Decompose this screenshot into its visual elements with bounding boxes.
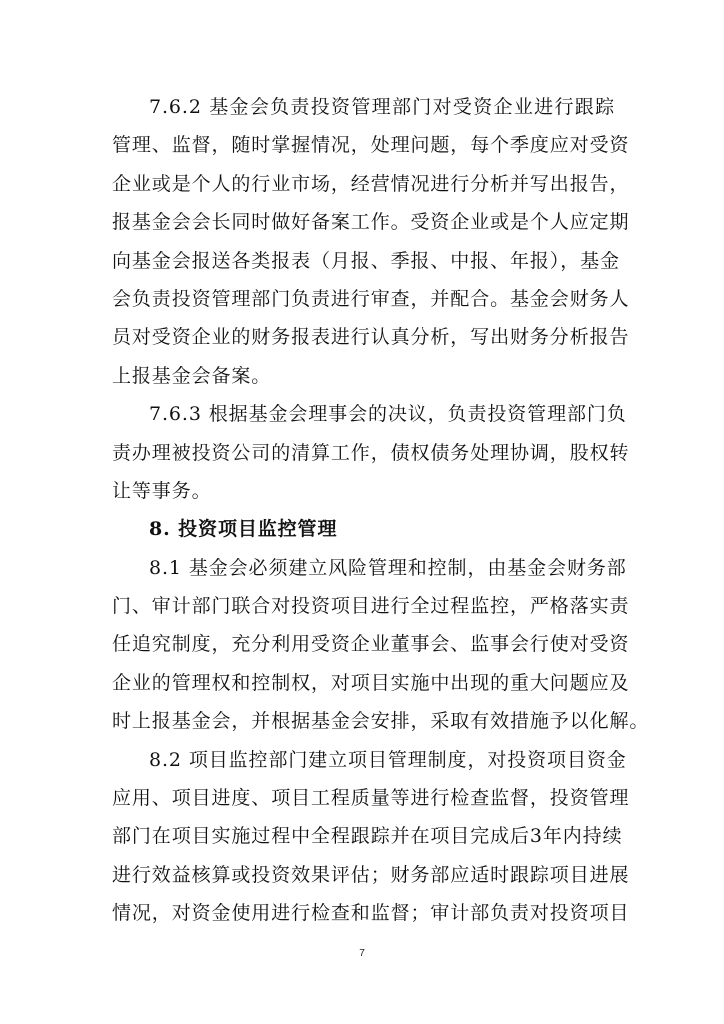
paragraph-8-2-line-3: 部门在项目实施过程中全程跟踪并在项目完成后3年内持续 [112,825,623,848]
paragraph-8-1-line-5: 时上报基金会，并根据基金会安排，采取有效措施予以化解。 [112,710,650,733]
paragraph-7-6-3-line-3: 让等事务。 [112,479,212,502]
paragraph-8-2-line-1: 8.2 项目监控部门建立项目管理制度，对投资项目资金 [149,748,627,771]
paragraph-7-6-2-line-7: 员对受资企业的财务报表进行认真分析，写出财务分析报告 [112,326,630,349]
paragraph-8-1-line-2: 门、审计部门联合对投资项目进行全过程监控，严格落实责 [112,595,630,618]
paragraph-7-6-2-line-1: 7.6.2 基金会负责投资管理部门对受资企业进行跟踪 [149,96,615,118]
page-number: 7 [359,948,365,959]
paragraph-7-6-2-line-6: 会负责投资管理部门负责进行审查，并配合。基金会财务人 [112,287,630,310]
paragraph-8-1-line-1: 8.1 基金会必须建立风险管理和控制，由基金会财务部 [149,556,627,579]
paragraph-7-6-2-line-5: 向基金会报送各类报表（月报、季报、中报、年报），基金 [112,249,620,272]
paragraph-8-2-line-5: 情况，对资金使用进行检查和监督；审计部负责对投资项目 [112,902,630,925]
document-body [112,88,650,933]
paragraph-8-2-line-2: 应用、项目进度、项目工程质量等进行检查监督，投资管理 [112,787,630,810]
paragraph-7-6-3-line-2: 责办理被投资公司的清算工作，债权债务处理协调，股权转 [112,441,630,464]
section-8-heading: 8. 投资项目监控管理 [149,518,338,541]
paragraph-8-1-line-4: 企业的管理权和控制权，对项目实施中出现的重大问题应及 [112,671,630,694]
paragraph-8-2-line-4: 进行效益核算或投资效果评估；财务部应适时跟踪项目进展 [112,863,630,886]
paragraph-7-6-2-line-4: 报基金会会长同时做好备案工作。受资企业或是个人应定期 [112,211,630,234]
paragraph-7-6-2-line-3: 企业或是个人的行业市场，经营情况进行分析并写出报告， [112,172,630,195]
paragraph-8-1-line-3: 任追究制度，充分利用受资企业董事会、监事会行使对受资 [112,633,630,656]
paragraph-7-6-3-line-1: 7.6.3 根据基金会理事会的决议，负责投资管理部门负 [149,403,627,426]
paragraph-7-6-2-line-8: 上报基金会备案。 [112,364,272,387]
paragraph-7-6-2-line-2: 管理、监督，随时掌握情况，处理问题，每个季度应对受资 [112,134,630,157]
